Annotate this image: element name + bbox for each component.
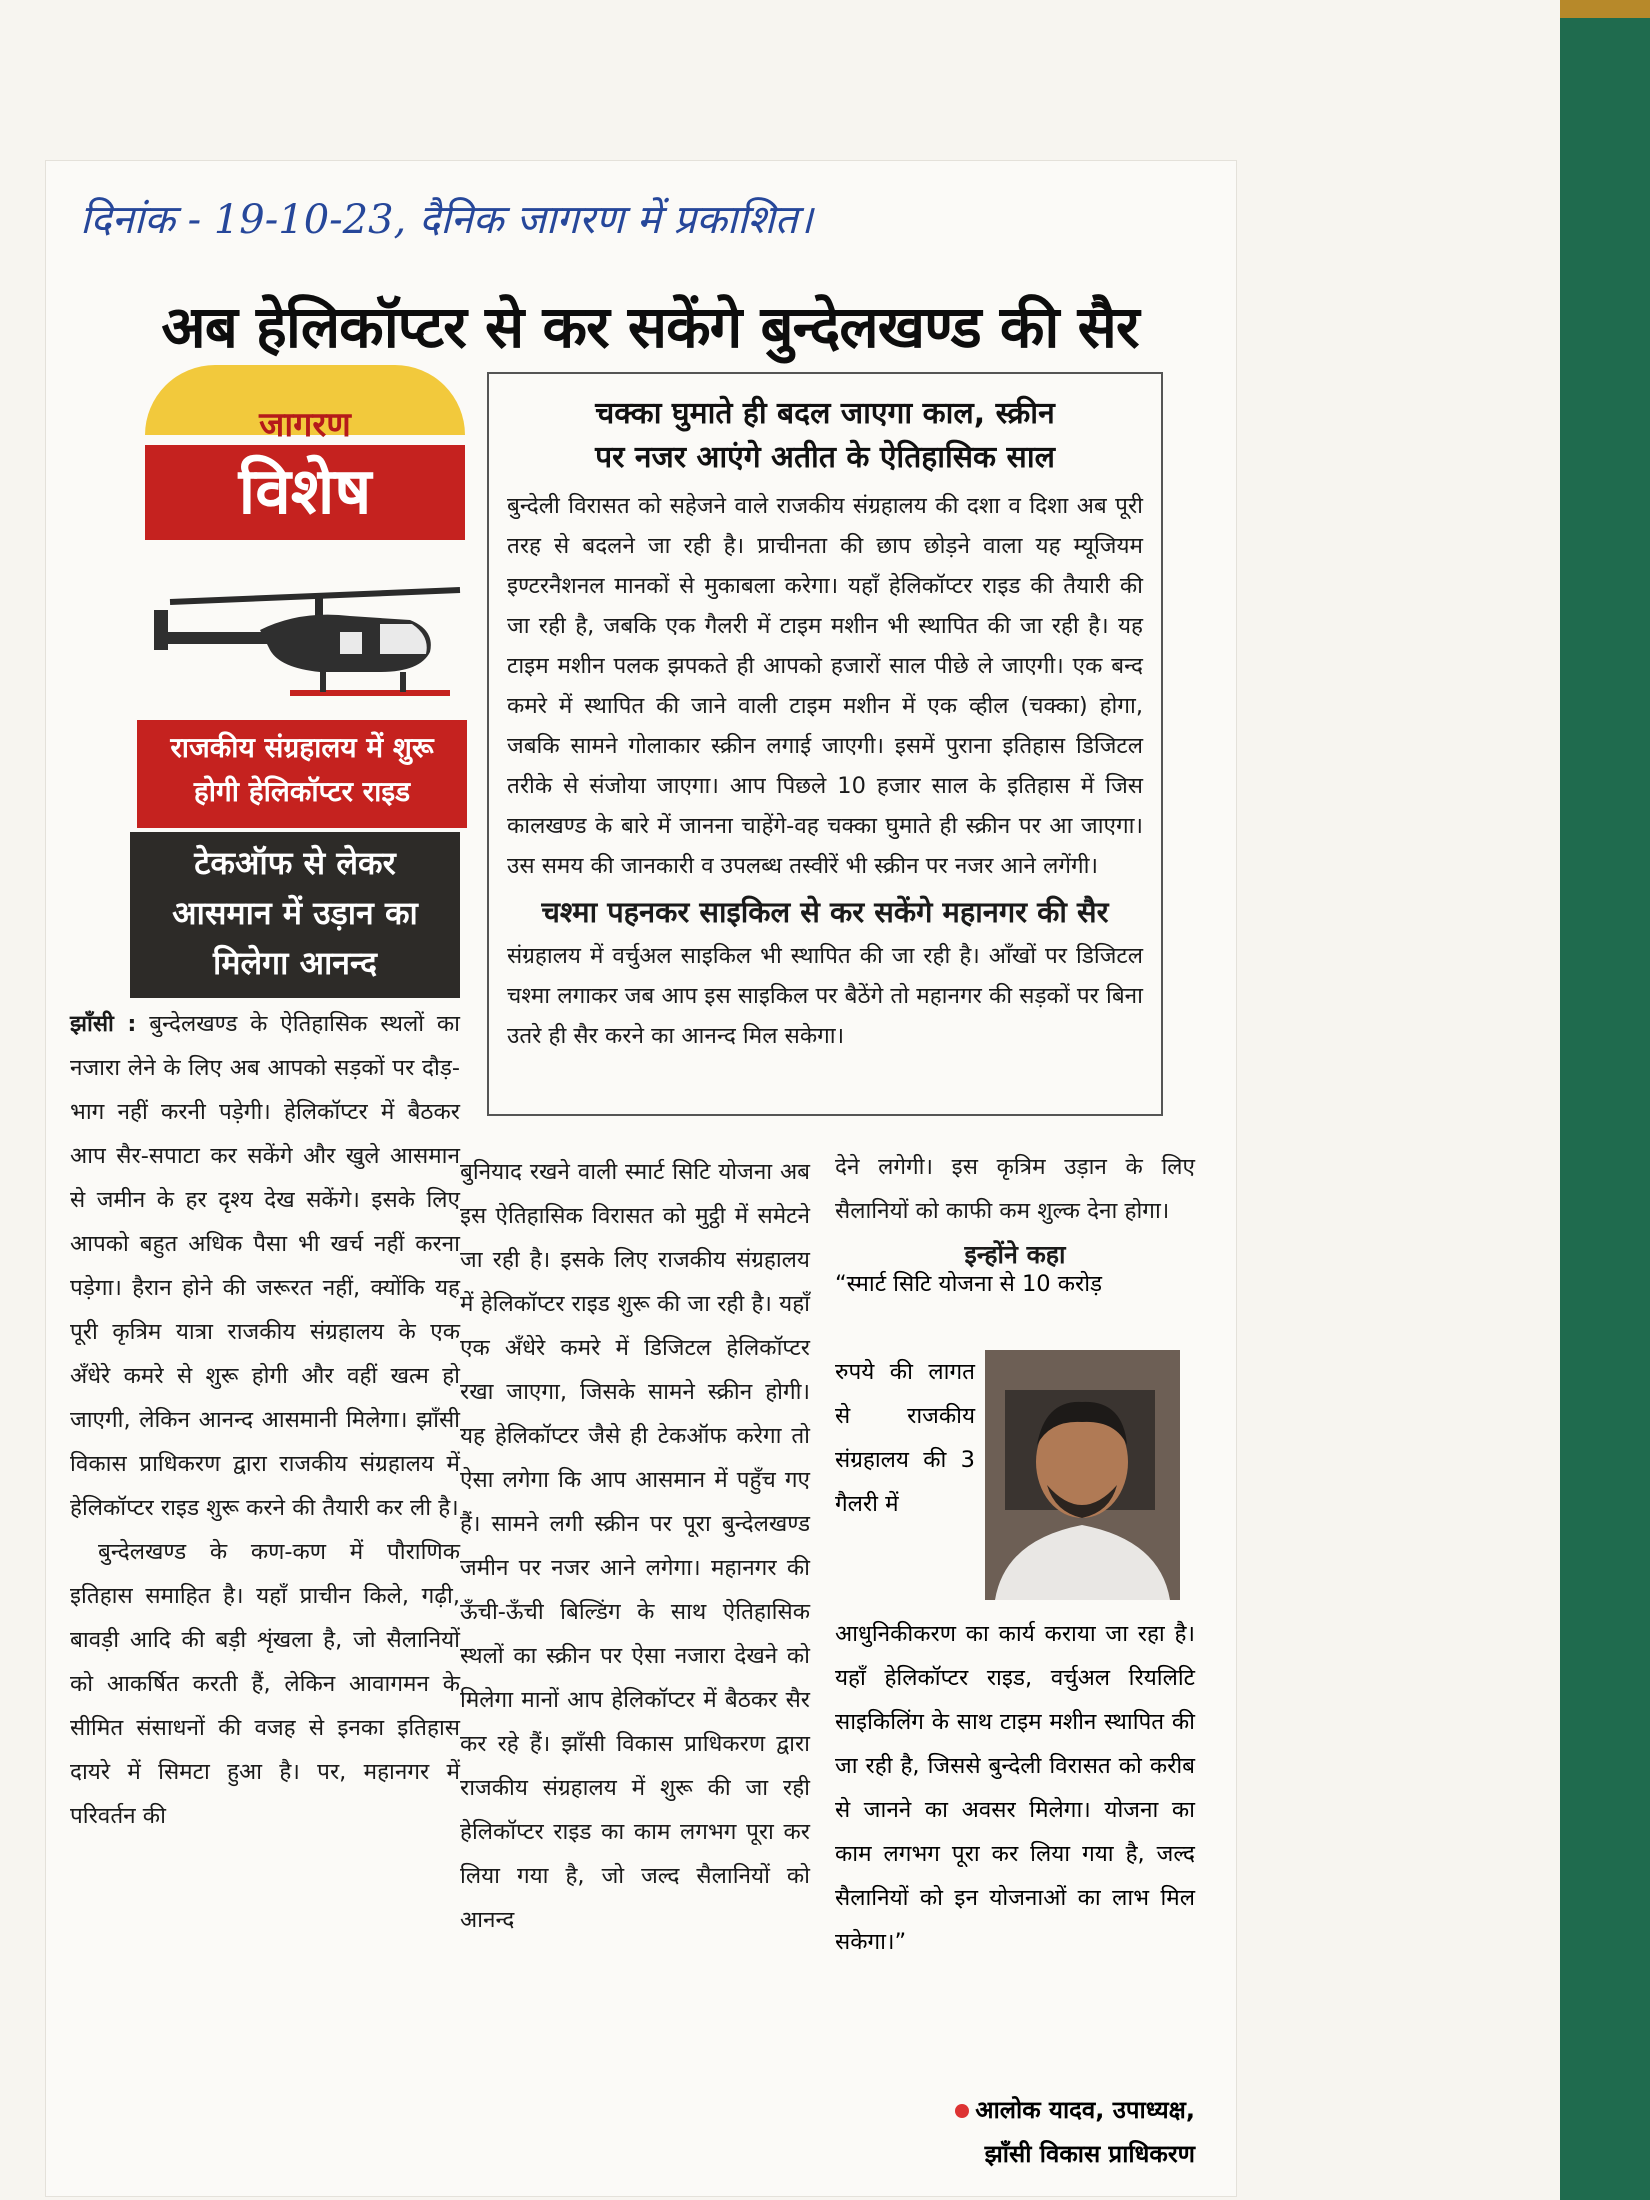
person-icon	[985, 1350, 1180, 1600]
jagran-vishesh-logo	[145, 365, 465, 545]
column-text: बुनियाद रखने वाली स्मार्ट सिटि योजना अब इस ऐतिहासिक विरासत को मुट्ठी में समेटने जा रही है। इसके लिए राजकीय संग्रहालय में हेलिकॉप्टर राइड शुरू की जा रही है। यहाँ एक अँधेरे कमरे में डिजिटल हेलिकॉप्टर रखा जाएगा, जिसके सामने स्क्रीन होगी। यह हेलिकॉप्टर जैसे ही टेकऑफ करेगा तो ऐसा लगेगा कि आप आसमान में पहुँच गए हैं। सामने लगी स्क्रीन पर पूरा बुन्देलखण्ड जमीन पर नजर आने लगेगा। महानगर की ऊँची-ऊँची बिल्डिंग के साथ ऐतिहासिक स्थलों का स्क्रीन पर ऐसा नजारा देखने को मिलेगा मानों आप हेलिकॉप्टर में बैठकर सैर कर रहे हैं। झाँसी विकास प्राधिकरण द्वारा राजकीय संग्रहालय में शुरू की जा रही हेलिकॉप्टर राइड का काम लगभग पूरा कर लिया गया है, जो जल्द सैलानियों को आनन्द	[460, 1159, 810, 1933]
box-headline	[489, 392, 1161, 480]
column-text: बुन्देलखण्ड के कण-कण में पौराणिक इतिहास समाहित है। यहाँ प्राचीन किले, गढ़ी, बावड़ी आदि की बड़ी शृंखला है, जो सैलानियों को आकर्षित करती हैं, लेकिन आवागमन के सीमित संसाधनों की वजह से इनका इतिहास दायरे में सिमटा हुआ है। पर, महानगर में परिवर्तन की	[70, 1539, 460, 1829]
quote-text-narrow: रुपये की लागत से राजकीय संग्रहालय की 3 गैलरी में	[835, 1359, 975, 1517]
red-box-line: राजकीय संग्रहालय में शुरू	[170, 731, 434, 764]
dark-subheading-box	[130, 832, 460, 998]
dark-box-line: आसमान में उड़ान का	[172, 894, 418, 932]
attribution-org: झाँसी विकास प्राधिकरण	[984, 2140, 1195, 2168]
box-headline-line: चक्का घुमाते ही बदल जाएगा काल, स्क्रीन	[595, 396, 1055, 431]
box-headline-line: पर नजर आएंगे अतीत के ऐतिहासिक साल	[595, 440, 1055, 475]
logo-brand: जागरण	[259, 405, 351, 445]
logo-label: विशेष	[145, 445, 465, 540]
article-column-3	[835, 1145, 1195, 1277]
red-subheading-box	[137, 720, 467, 828]
box-sub-paragraph: संग्रहालय में वर्चुअल साइकिल भी स्थापित की जा रही है। आँखों पर डिजिटल चश्मा लगाकर जब आप इस साइकिल पर बैठेंगे तो महानगर की सड़कों पर बिना उतरे ही सैर करने का आनन्द मिल सकेगा।	[507, 943, 1143, 1049]
headline: अब हेलिकॉप्टर से कर सकेंगे बुन्देलखण्ड की सैर	[161, 293, 1139, 361]
quote-text-rest: आधुनिकीकरण का कार्य कराया जा रहा है। यहाँ हेलिकॉप्टर राइड, वर्चुअल रियलिटि साइकिलिंग के साथ टाइम मशीन स्थापित की जा रही है, जिससे बुन्देली विरासत को करीब से जानने का अवसर मिलेगा। योजना का काम लगभग पूरा कर लिया गया है, जल्द सैलानियों को इन योजनाओं का लाभ मिल सकेगा।”	[835, 1621, 1195, 1955]
dark-box-line: मिलेगा आनन्द	[213, 944, 377, 982]
article-column-1	[70, 1002, 460, 1838]
dark-box-line: टेकऑफ से लेकर	[194, 844, 396, 882]
quote-opening: “स्मार्ट सिटि योजना से 10 करोड़	[835, 1271, 1103, 1297]
quote-attribution	[895, 2088, 1195, 2176]
bullet-icon	[955, 2104, 969, 2118]
quote-title: इन्होंने कहा	[964, 1240, 1066, 1269]
column-text: देने लगेगी। इस कृत्रिम उड़ान के लिए सैलानियों को काफी कम शुल्क देना होगा।	[835, 1154, 1195, 1224]
portrait-photo	[985, 1350, 1180, 1600]
box-paragraph: बुन्देली विरासत को सहेजने वाले राजकीय संग्रहालय की दशा व दिशा अब पूरी तरह से बदलने जा रही है। प्राचीनता की छाप छोड़ने वाला यह म्यूजियम इण्टरनैशनल मानकों से मुकाबला करेगा। यहाँ हेलिकॉप्टर राइड की तैयारी की जा रही है, जबकि एक गैलरी में टाइम मशीन भी स्थापित की जा रही है। यह टाइम मशीन पलक झपकते ही आपको हजारों साल पीछे ले जाएगी। एक बन्द कमरे में स्थापित की जाने वाली टाइम मशीन में एक व्हील (चक्का) होगा, जबकि सामने गोलाकार स्क्रीन लगाई जाएगी। इसमें पुराना इतिहास डिजिटल तरीके से संजोया जाएगा। आप पिछले 10 हजार साल के इतिहास में जिस कालखण्ड के बारे में जानना चाहेंगे-वह चक्का घुमाते ही स्क्रीन पर आ जाएगा। उस समय की जानकारी व उपलब्ध तस्वीरें भी स्क्रीन पर नजर आने लगेंगी।	[507, 493, 1143, 879]
attribution-name: आलोक यादव, उपाध्यक्ष,	[975, 2096, 1195, 2124]
box-body	[507, 486, 1143, 1056]
time-machine-box	[487, 372, 1163, 1116]
red-box-line: होगी हेलिकॉप्टर राइड	[193, 775, 411, 808]
box-subheading: चश्मा पहनकर साइकिल से कर सकेंगे महानगर की सैर	[541, 895, 1109, 929]
column-text: बुन्देलखण्ड के ऐतिहासिक स्थलों का नजारा लेने के लिए अब आपको सड़कों पर दौड़-भाग नहीं करनी पड़ेगी। हेलिकॉप्टर में बैठकर आप सैर-सपाटा कर सकेंगे और खुले आसमान से जमीन के हर दृश्य देख सकेंगे। इसके लिए आपको बहुत अधिक पैसा भी खर्च नहीं करना पड़ेगा। हैरान होने की जरूरत नहीं, क्योंकि यह पूरी कृत्रिम यात्रा राजकीय संग्रहालय के एक अँधेरे कमरे से शुरू होगी और वहीं खत्म हो जाएगी, लेकिन आनन्द आसमानी मिलेगा। झाँसी विकास प्राधिकरण द्वारा राजकीय संग्रहालय में हेलिकॉप्टर राइड शुरू करने की तैयारी कर ली है।	[70, 1011, 460, 1521]
article-column-2	[460, 1150, 810, 1942]
handwritten-note: दिनांक - 19-10-23, दैनिक जागरण में प्रकाशित।	[80, 197, 813, 243]
dateline: झाँसी :	[70, 1011, 137, 1037]
helicopter-icon	[150, 580, 470, 710]
